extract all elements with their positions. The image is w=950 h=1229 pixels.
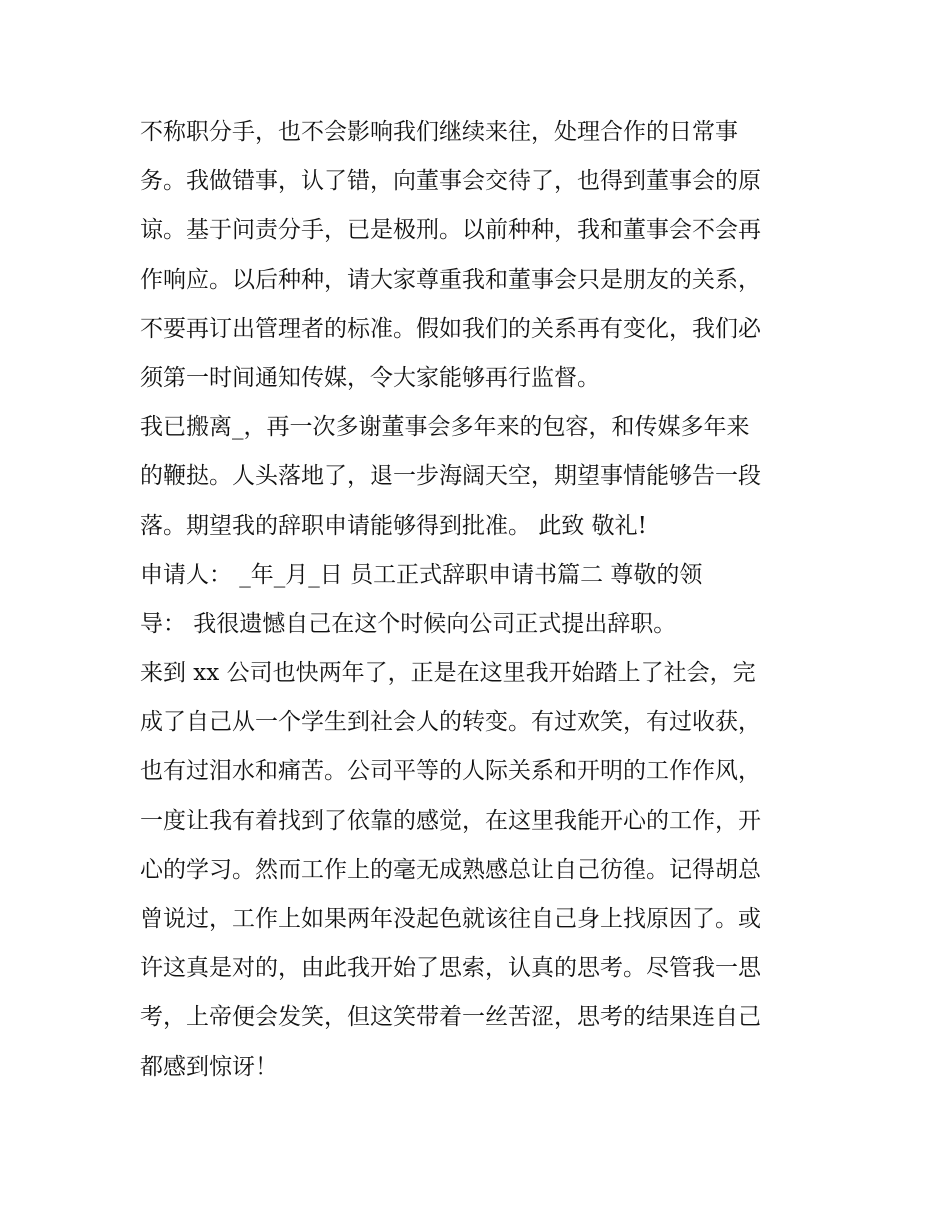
text-line: 一度让我有着找到了依靠的感觉，在这里我能开心的工作，开: [140, 807, 761, 834]
text-line: 导： 我很遗憾自己在这个时候向公司正式提出辞职。: [140, 610, 677, 637]
text-line: 作响应。以后种种，请大家尊重我和董事会只是朋友的关系，: [140, 266, 761, 293]
text-line: 申请人： _年_月_日 员工正式辞职申请书篇二 尊敬的领: [140, 561, 703, 588]
text-line: 考，上帝便会发笑，但这笑带着一丝苦涩，思考的结果连自己: [140, 1004, 761, 1031]
text-line: 都感到惊讶！: [140, 1053, 278, 1080]
text-line: 务。我做错事，认了错，向董事会交待了，也得到董事会的原: [140, 168, 761, 195]
text-line: 心的学习。然而工作上的毫无成熟感总让自己彷徨。记得胡总: [140, 856, 761, 883]
text-line: 许这真是对的，由此我开始了思索，认真的思考。尽管我一思: [140, 955, 761, 982]
text-line: 不称职分手，也不会影响我们继续来往，处理合作的日常事: [140, 119, 738, 145]
text-line: 须第一时间通知传媒，令大家能够再行监督。: [140, 364, 600, 391]
text-line: 我已搬离_，再一次多谢董事会多年来的包容，和传媒多年来: [140, 414, 750, 441]
text-line: 谅。基于问责分手，已是极刑。以前种种，我和董事会不会再: [140, 217, 761, 244]
text-line: 来到 xx 公司也快两年了，正是在这里我开始踏上了社会，完: [140, 660, 756, 687]
text-line: 成了自己从一个学生到社会人的转变。有过欢笑，有过收获，: [140, 709, 761, 736]
text-line: 的鞭挞。人头落地了，退一步海阔天空，期望事情能够告一段: [140, 463, 761, 490]
text-line: 不要再订出管理者的标准。假如我们的关系再有变化，我们必: [140, 315, 761, 342]
text-line: 也有过泪水和痛苦。公司平等的人际关系和开明的工作作风，: [140, 758, 761, 785]
text-line: 曾说过，工作上如果两年没起色就该往自己身上找原因了。或: [140, 906, 761, 932]
text-line: 落。期望我的辞职申请能够得到批准。 此致 敬礼!: [140, 512, 647, 539]
document-body: [140, 108, 820, 1092]
